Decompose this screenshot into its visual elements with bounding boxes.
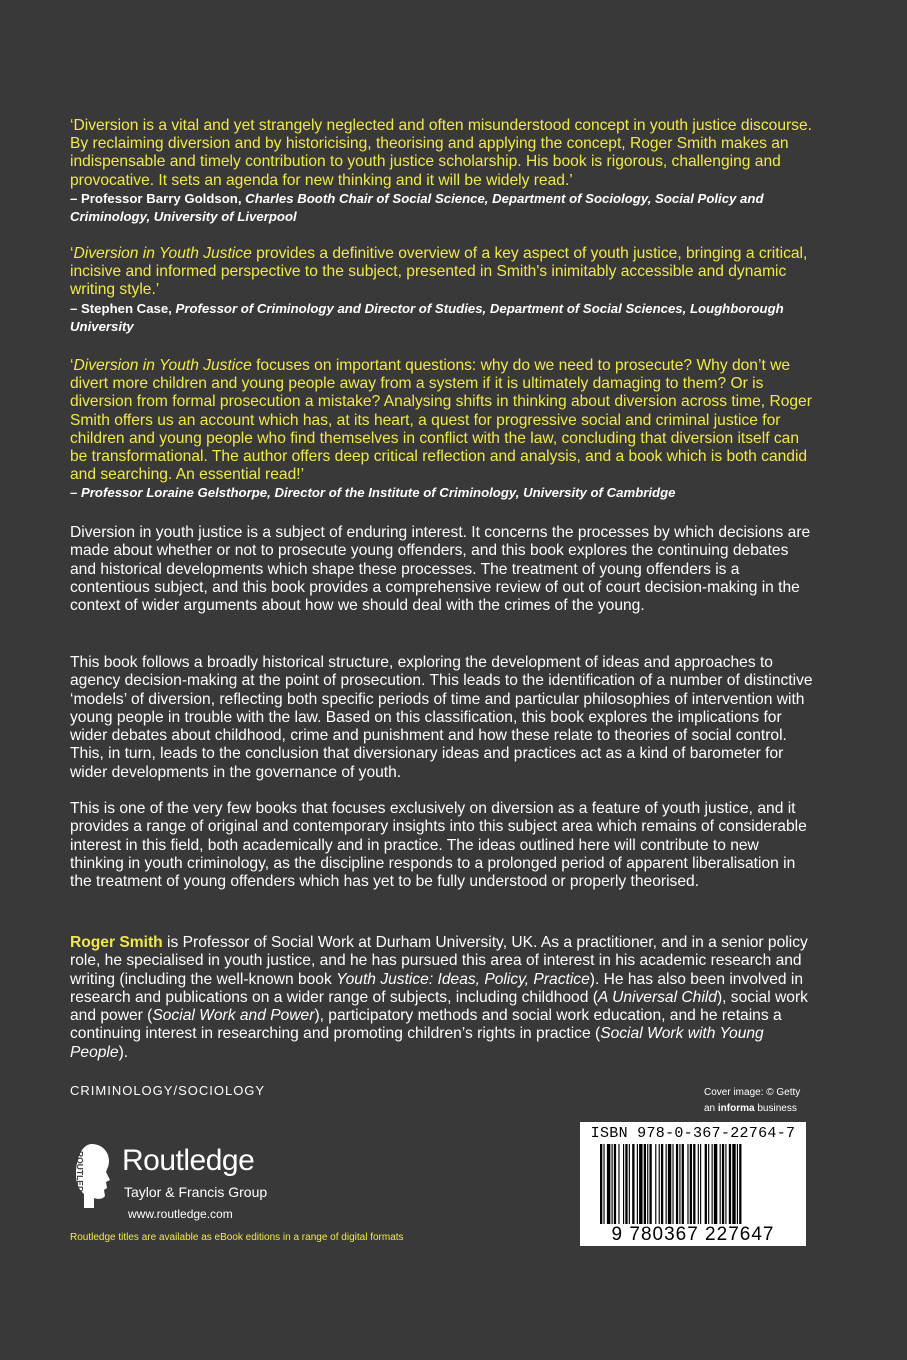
isbn-digits: 9 780367 227647 bbox=[611, 1224, 775, 1245]
quote-text: ‘Diversion is a vital and yet strangely neglected and often misunderstood concept in youth justice discourse. By reclaiming diversion and by historicising, theorising and applying the concept, Roger Smith makes an indispensable and timely contribution to youth justice scholarship. His book is rigorous, challenging and provocative. It sets an agenda for new thinking and it will be widely read.’ bbox=[70, 117, 812, 189]
reviewer-role: Professor of Criminology and Director of Studies, Department of Social Sciences, Loughborough University bbox=[70, 300, 784, 334]
barcode-bar bbox=[705, 1144, 707, 1224]
publisher-url: www.routledge.com bbox=[128, 1207, 233, 1221]
barcode-bar bbox=[614, 1144, 616, 1224]
publisher-name: Routledge bbox=[122, 1144, 255, 1177]
logo-vertical-text: ROUTLEDGE bbox=[75, 1151, 85, 1205]
publisher-logo bbox=[70, 1142, 330, 1222]
barcode-bar bbox=[632, 1144, 634, 1224]
review-quote-2: ‘Diversion in Youth Justice provides a definitive overview of a key aspect of youth justice, bringing a critical, incisive and informed perspective to the subject, presented in Smith's inimitably accessible and dynamic writing style.’ – Stephen Case, Professor of Criminology and Director of Studies, Department of Social Sciences, Loughborough University bbox=[70, 245, 808, 334]
barcode-bar bbox=[647, 1144, 648, 1224]
barcode-bar bbox=[722, 1144, 724, 1224]
barcode-bar bbox=[693, 1144, 695, 1224]
barcode-bar bbox=[720, 1144, 721, 1224]
barcode-bar bbox=[666, 1144, 667, 1224]
quote-text: focuses on important questions: why do we need to prosecute? Why don’t we divert more children and young people away from a system if it is ultimately damaging to them? Or is diversion from formal prosecution a mistake? Analysing shifts in thinking about diversion across time, Roger Smith offers us an account which has, at its heart, a quest for progressive social and criminal justice for children and young people who find themselves in conflict with the law, concluding that diversion itself can be transformational. The author offers deep critical reflection and analysis, and a book which is both candid and searching. An essential read!’ bbox=[70, 357, 812, 484]
barcode-bar bbox=[600, 1144, 602, 1224]
barcode-bar bbox=[612, 1144, 613, 1224]
description-paragraph-1: Diversion in youth justice is a subject of enduring interest. It concerns the processes by which decisions are made about whether or not to prosecute young offenders, and this book explores the continuing debates and historical developments which shape these processes. The treatment of young offenders is a contentious subject, and this book provides a comprehensive review of out of court decision-making in the context of wider arguments about how we should deal with the crimes of the young. bbox=[70, 524, 811, 615]
reviewer-name: – Stephen Case, bbox=[70, 300, 172, 316]
review-quote-1 bbox=[70, 117, 815, 226]
barcode-bar bbox=[661, 1144, 663, 1224]
barcode-bar bbox=[690, 1144, 692, 1224]
barcode-bar bbox=[687, 1144, 688, 1224]
quote-attribution bbox=[70, 301, 784, 334]
quote-attribution bbox=[70, 191, 764, 224]
barcode-bar bbox=[739, 1144, 741, 1224]
isbn-label: ISBN 978-0-367-22764-7 bbox=[590, 1125, 796, 1142]
publisher-group: Taylor & Francis Group bbox=[124, 1184, 268, 1200]
description-paragraph-3: This is one of the very few books that focuses exclusively on diversion as a feature of youth justice, and it provides a range of original and contemporary insights into this subject area which remains of considerable interest in this field, both academically and in practice. The ideas outlined here will contribute to new thinking in youth criminology, as the discipline responds to a prolonged period of apparent liberalisation in the treatment of young offenders which has yet to be fully understood or properly theorised. bbox=[70, 800, 807, 891]
book-title: Diversion in Youth Justice bbox=[73, 245, 252, 262]
barcode-bar bbox=[644, 1144, 646, 1224]
barcode-bar bbox=[732, 1144, 735, 1224]
barcode-bar bbox=[679, 1144, 680, 1224]
reviewer-role: Charles Booth Chair of Social Science, Department of Sociology, Social Policy and Criminology, University of Liverpool bbox=[70, 190, 764, 225]
isbn-barcode bbox=[580, 1122, 806, 1246]
barcode-bar bbox=[623, 1144, 624, 1224]
barcode-bar bbox=[649, 1144, 651, 1224]
barcode-bar bbox=[668, 1144, 671, 1224]
author-book-title: Youth Justice: Ideas, Policy, Practice bbox=[336, 970, 590, 988]
author-book-title: Social Work with Young People bbox=[70, 1025, 764, 1061]
barcode-bar bbox=[676, 1144, 678, 1224]
subject-category: CRIMINOLOGY/SOCIOLOGY bbox=[70, 1083, 266, 1098]
author-book-title: Social Work and Power bbox=[152, 1007, 315, 1025]
barcode-bar bbox=[618, 1144, 619, 1224]
barcode-bar bbox=[714, 1144, 717, 1224]
barcode-bar bbox=[725, 1144, 726, 1224]
review-quote-3: ‘Diversion in Youth Justice focuses on important questions: why do we need to prosecute? Why don’t we divert more children and young people away from a system if it is ultimately damaging to them? Or is diversion from formal prosecution a mistake? Analysing shifts in thinking about diversion across time, Roger Smith offers us an account which has, at its heart, a quest for progressive social and criminal justice for children and young people who find themselves in conflict with the law, concluding that diversion itself can be transformational. The author offers deep critical reflection and analysis, and a book which is both candid and searching. An essential read!’ – Professor Loraine Gelsthorpe, Director of the Institute of Criminology, University of Cambridge bbox=[70, 357, 812, 501]
barcode-bars bbox=[594, 1144, 794, 1228]
informa-line: an informa business bbox=[704, 1103, 797, 1114]
author-bio: Roger Smith is Professor of Social Work at Durham University, UK. As a practitioner, and in a senior policy role, he specialised in youth justice, and he has pursued this area of interest in his academic research and writing (including the well-known book Youth Justice: Ideas, Policy, Practice). He has also been involved in research and publications on a wider range of subjects, including childhood (A Universal Child), social work and power (Social Work and Power), participatory methods and social work education, and he retains a continuing interest in researching and promoting children’s rights in practice (Social Work with Young People). bbox=[70, 934, 808, 1061]
barcode-bar bbox=[629, 1144, 630, 1224]
book-title: Diversion in Youth Justice bbox=[73, 357, 252, 374]
informa-brand: informa bbox=[717, 1103, 755, 1114]
barcode-bar bbox=[659, 1144, 660, 1224]
quote-text: provides a definitive overview of a key aspect of youth justice, bringing a critical, incisive and informed perspective to the subject, presented in Smith's inimitably accessible and dynamic writing style.’ bbox=[70, 245, 808, 299]
barcode-bar bbox=[603, 1144, 604, 1224]
description-paragraph-2: This book follows a broadly historical structure, exploring the development of ideas and approaches to agency decision-making at the point of prosecution. This leads to the identification of a number of distinctive ‘models’ of diversion, reflecting both specific periods of time and particular philosophies of intervention with young people in trouble with the law. Based on this classification, this book explores the implications for wider debates about childhood, crime and punishment and how these relate to theories of social control. This, in turn, leads to the conclusion that diversionary ideas and practices act as a kind of barometer for wider developments in the governance of youth. bbox=[70, 654, 813, 781]
barcode-bar bbox=[700, 1144, 701, 1224]
barcode-bar bbox=[639, 1144, 642, 1224]
barcode-bar bbox=[737, 1144, 738, 1224]
ebook-note: Routledge titles are available as eBook editions in a range of digital formats bbox=[70, 1232, 404, 1243]
barcode-bar bbox=[698, 1144, 699, 1224]
routledge-head-icon bbox=[70, 1142, 112, 1210]
barcode-bar bbox=[708, 1144, 709, 1224]
barcode-bar bbox=[655, 1144, 656, 1224]
barcode-bar bbox=[607, 1144, 610, 1224]
barcode-bar bbox=[682, 1144, 684, 1224]
cover-credit: Cover image: © Getty bbox=[704, 1087, 801, 1098]
quote-attribution: – Professor Loraine Gelsthorpe, Director of the Institute of Criminology, University of Cambridge bbox=[70, 485, 676, 501]
reviewer-name: – Professor Barry Goldson, bbox=[70, 190, 242, 206]
barcode-bar bbox=[712, 1144, 713, 1224]
barcode-bar bbox=[729, 1144, 731, 1224]
barcode-bar bbox=[625, 1144, 627, 1224]
barcode-bar bbox=[672, 1144, 673, 1224]
author-book-title: A Universal Child bbox=[597, 988, 717, 1006]
author-name: Roger Smith bbox=[70, 934, 163, 951]
barcode-bar bbox=[637, 1144, 638, 1224]
